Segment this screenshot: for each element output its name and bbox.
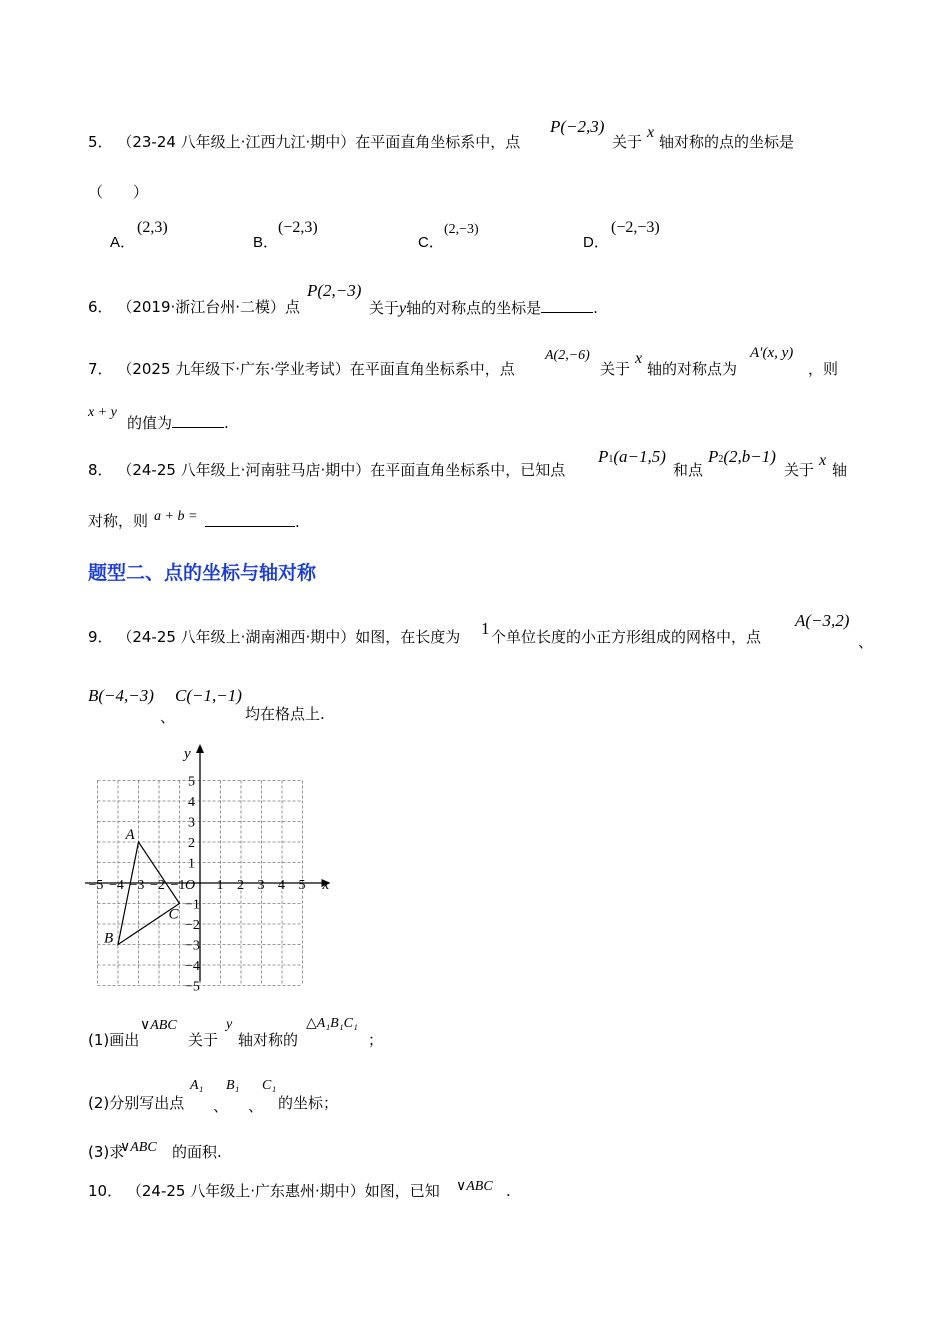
- q6-answer-blank: [541, 298, 593, 313]
- q5-number: 5．: [88, 133, 113, 151]
- x-tick-label: 2: [237, 878, 244, 893]
- q8-axis: x: [819, 452, 827, 469]
- q9-sub2-pre: (2)分别写出点: [88, 1094, 185, 1112]
- q9-mid: 个单位长度的小正方形组成的网格中，点: [491, 628, 762, 646]
- q9-point-c: C(−1,−1): [175, 686, 242, 705]
- q5-option-c-label: C．: [418, 234, 444, 251]
- q9-sub1-triangle2: △A₁B₁C₁: [306, 1016, 358, 1031]
- q5-option-d-value: (−2,−3): [611, 219, 660, 236]
- q9-sub1-mid2: 轴对称的: [238, 1031, 299, 1049]
- q9-sub3-end: 的面积.: [172, 1143, 222, 1161]
- y-tick-label: −1: [185, 897, 200, 913]
- q7-mid: 关于: [600, 360, 631, 378]
- q5-option-a-label: A．: [110, 234, 136, 251]
- q9-point-a: A(−3,2): [795, 611, 850, 630]
- q9-sub1-triangle: ∨ABC: [140, 1018, 177, 1033]
- q8-p2-letter: P: [708, 447, 719, 466]
- q7-end: .: [224, 414, 229, 432]
- q10-number: 10．: [88, 1182, 123, 1200]
- q5-tail: 轴对称的点的坐标是: [659, 133, 795, 151]
- q7-number: 7．: [88, 360, 113, 378]
- q7-point2: A′(x, y): [750, 345, 794, 361]
- q5-line: [88, 133, 520, 151]
- q8-p1-letter: P: [598, 447, 609, 466]
- q6-tail: [369, 298, 598, 318]
- q9-sub1-axis: y: [226, 1017, 233, 1032]
- q8-expr: a + b =: [154, 509, 198, 524]
- q9-source: （24-25 八年级上·湖南湘西·期中）如图，在长度为: [117, 628, 461, 646]
- q9-number: 9．: [88, 628, 113, 646]
- x-tick-label: 5: [298, 878, 306, 893]
- q6-source: （2019·浙江台州·二模）点: [117, 298, 301, 316]
- y-tick-label: 4: [188, 795, 195, 810]
- y-tick-label: −2: [185, 918, 200, 933]
- q5-option-c-value: (2,−3): [444, 222, 479, 237]
- vertex-label-a: A: [125, 827, 135, 843]
- q9-sep2: 、: [160, 708, 176, 726]
- q7-mid2: 轴的对称点为: [647, 360, 738, 378]
- q5-option-b-label: B．: [253, 234, 279, 251]
- x-tick-label: −4: [109, 878, 124, 893]
- q5-point: P(−2,3): [550, 117, 605, 136]
- q8-answer-blank: [205, 512, 295, 527]
- y-axis-arrow: [196, 744, 204, 753]
- q9-sub2-a1: A₁: [190, 1078, 204, 1093]
- y-tick-label: 2: [188, 836, 195, 851]
- y-tick-label: 3: [188, 815, 195, 831]
- q6-line: [88, 298, 300, 316]
- y-tick-label: −5: [185, 979, 200, 992]
- q7-line: [88, 360, 515, 378]
- q7-tail2: 的值为: [127, 414, 173, 432]
- q7-point: A(2,−6): [545, 348, 590, 363]
- q5-option-b-value: (−2,3): [278, 219, 318, 236]
- q6-tail-a: 关于: [369, 299, 400, 317]
- x-tick-label: 1: [216, 878, 224, 893]
- y-tick-label: −3: [185, 938, 200, 954]
- q9-sub2-end: 的坐标；: [278, 1094, 339, 1112]
- q8-p1: [598, 448, 666, 469]
- q8-line2: 对称，则: [88, 512, 149, 530]
- q9-one: 1: [481, 619, 490, 638]
- origin-label: O: [185, 878, 196, 893]
- q10-source: （24-25 八年级上·广东惠州·期中）如图，已知: [126, 1182, 440, 1200]
- q8-p2: [708, 448, 776, 469]
- q9-sub2-c1: C₁: [262, 1078, 277, 1093]
- y-tick-label: −4: [185, 959, 200, 974]
- triangle-abc: [118, 842, 180, 945]
- q6-end: .: [593, 299, 598, 317]
- section-title: 题型二、点的坐标与轴对称: [88, 562, 317, 584]
- q9-sub3-triangle: ∨ABC: [120, 1140, 157, 1155]
- q8-p2-coord: (2,b−1): [723, 447, 776, 466]
- q8-end: .: [295, 513, 300, 531]
- y-axis-label: y: [184, 746, 191, 762]
- vertex-label-b: B: [104, 930, 114, 947]
- q9-line: [88, 628, 460, 646]
- q5-axis: x: [647, 124, 655, 141]
- x-axis-label: x: [322, 877, 330, 893]
- q8-number: 8．: [88, 461, 113, 479]
- q7-answer-blank: [172, 413, 224, 428]
- q5-option-a-value: (2,3): [137, 219, 168, 236]
- q8-p1-sub: 1: [608, 454, 614, 465]
- q9-sep: 、: [858, 633, 874, 651]
- q5-source: （23-24 八年级上·江西九江·期中）在平面直角坐标系中，点: [117, 133, 521, 151]
- q9-sub1-mid: 关于: [188, 1031, 219, 1049]
- q9-tail: 均在格点上.: [245, 705, 325, 723]
- x-tick-label: 4: [278, 878, 285, 893]
- q7-axis: x: [635, 350, 643, 367]
- q9-sub2-sep-a: 、: [213, 1097, 229, 1115]
- q5-mid: 关于: [612, 133, 643, 151]
- q6-axis: y: [399, 300, 407, 317]
- y-tick-label: 5: [188, 774, 195, 790]
- q5-answer-paren: （ ）: [88, 183, 149, 201]
- x-tick-label: −3: [129, 878, 145, 893]
- q8-source: （24-25 八年级上·河南驻马店·期中）在平面直角坐标系中，已知点: [117, 461, 566, 479]
- q8-p2-sub: 2: [718, 454, 724, 465]
- vertex-label-c: C: [168, 906, 179, 923]
- x-tick-label: −5: [88, 878, 104, 893]
- q8-line: [88, 461, 565, 479]
- y-tick-label: 1: [188, 856, 195, 872]
- q10-end: .: [506, 1182, 511, 1200]
- q8-p1-coord: (a−1,5): [613, 447, 666, 466]
- q9-sub2-sep-b: 、: [248, 1097, 264, 1115]
- x-tick-label: 3: [257, 878, 265, 893]
- q7-expr: x + y: [88, 405, 117, 420]
- q8-and: 和点: [673, 461, 704, 479]
- x-tick-label: −2: [150, 878, 165, 893]
- q9-sub3-pre: (3)求: [88, 1143, 125, 1161]
- q6-point: P(2,−3): [307, 281, 362, 300]
- q9-sub1-end: ；: [368, 1031, 384, 1049]
- q7-tail2-wrap: [127, 413, 229, 432]
- q9-point-b: B(−4,−3): [88, 686, 154, 705]
- q8-tail: 轴: [832, 461, 848, 479]
- q7-tail: ，则: [808, 360, 839, 378]
- q5-option-d-label: D．: [583, 234, 609, 251]
- q10-line: [88, 1182, 440, 1200]
- q7-source: （2025 九年级下·广东·学业考试）在平面直角坐标系中，点: [117, 360, 515, 378]
- q6-tail-b: 轴的对称点的坐标是: [406, 299, 542, 317]
- q10-triangle: ∨ABC: [456, 1179, 493, 1194]
- q6-number: 6．: [88, 298, 113, 316]
- q8-mid: 关于: [784, 461, 815, 479]
- q9-sub2-b1: B₁: [226, 1078, 240, 1093]
- q9-sub1-pre: (1)画出: [88, 1031, 140, 1049]
- q8-blank-wrap: [205, 512, 300, 531]
- x-tick-label: −1: [170, 878, 186, 893]
- coordinate-grid-figure: [80, 742, 340, 992]
